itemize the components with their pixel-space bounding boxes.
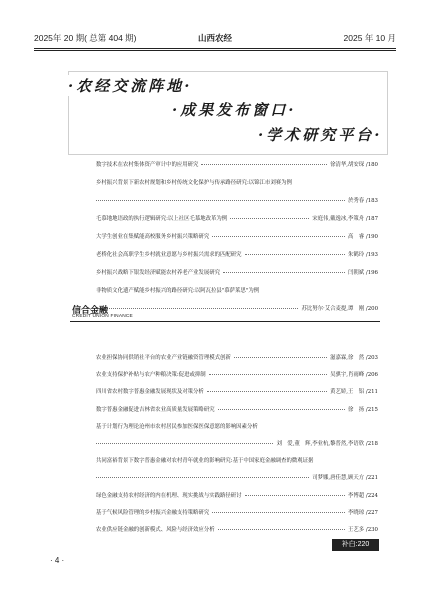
toc-leader-dots [218, 409, 345, 410]
toc-entry-author-page: 吴骐宇,肖雨峰 /206 [330, 372, 378, 379]
toc-entry-author-page: 李博超 /224 [348, 492, 378, 499]
toc-entry [96, 525, 378, 533]
toc-entry [96, 370, 378, 378]
toc-entry [96, 268, 378, 276]
toc-entry [96, 178, 378, 186]
slogan-publish: ·成果发布窗口· [172, 101, 297, 119]
toc-entry [96, 387, 378, 395]
toc-leader-dots [234, 357, 327, 358]
toc-leader-dots [207, 391, 327, 392]
toc-entry-author-page: 徐 扬 /215 [348, 406, 378, 413]
toc-entry-title: 基于计划行为理论沧州市农村居民参加医保医保意愿的影响因素分析 [96, 423, 258, 430]
toc-entry [96, 491, 378, 499]
toc-leader-dots [96, 308, 298, 309]
toc-entry-author-page: 司梦娜,唐佳慧,顾天方 /221 [312, 475, 378, 482]
toc-entry-title: 乡村振兴战略下银发经济赋能农村养老产业发展研究 [96, 270, 220, 276]
toc-leader-dots [212, 236, 345, 237]
section-rule [70, 321, 380, 322]
toc-entry-author-page: 苏比努尔·艾合麦提,谭 刚 /200 [301, 306, 378, 312]
toc-entry-title: 数字普惠金融促进吉林省农业高质量发展策略研究 [96, 406, 215, 413]
toc-leader-dots [201, 164, 327, 165]
toc-entry-title: 绿色金融支持农村经济的内在机理、现实挑战与实践路径研讨 [96, 492, 242, 499]
toc-entry-title: 乡村振兴背景下新农村规划和乡村传统文化保护与传承路径研究:以锦江市刘赛为例 [96, 180, 292, 186]
toc-entry-author-page: 李晓琼 /227 [348, 509, 378, 516]
toc-entry-title: 老桥化社会高职学生乡村就业意愿与乡村振兴需求的匹配研究 [96, 252, 242, 258]
toc-entry-title: 乇慕地地语政的执行逻辑研究:以上社区乇慕地改革为例 [96, 216, 228, 222]
toc-entry [96, 439, 378, 447]
toc-entry [96, 508, 378, 516]
header-rule-thin [34, 50, 396, 51]
toc-entry [96, 304, 378, 312]
toc-leader-dots [230, 218, 309, 219]
toc-entry [96, 214, 378, 222]
toc-leader-dots [218, 529, 345, 530]
toc-entry [96, 232, 378, 240]
section-title: 信合金融 [72, 305, 109, 315]
page-number: · 4 · [50, 556, 65, 565]
toc-leader-dots [96, 477, 309, 478]
section-subtitle: CREDIT UNION FINANCE [72, 314, 133, 319]
toc-entry-author-page: 徐清华,胡安琛 /180 [330, 162, 378, 168]
toc-entry-author-page: 刘 爱,董 辉,李业杭,黎普然,李语欣 /218 [276, 441, 378, 447]
toc-entry-title: 农业担保协同供销社平台的农业产业链融资管理模式创新 [96, 355, 231, 361]
toc-entry-title: 农业供应链金融的创新模式、风险与经济效应分析 [96, 527, 215, 533]
toc-entry-title: 数字技术在农村集体资产审计中的应用研究 [96, 162, 199, 168]
toc-entry [96, 353, 378, 361]
toc-leader-dots [223, 272, 345, 273]
toc-leader-dots [96, 443, 273, 444]
toc-leader-dots [245, 495, 345, 496]
toc-entry-author-page: 於秀春 /183 [348, 198, 378, 204]
toc-entry-title: 非物质文化遗产赋能乡村振兴的路径研究:以阿瓦拉县"慕萨莱思"为例 [96, 288, 260, 294]
toc-entry [96, 286, 378, 294]
slogan-research: ·学术研究平台· [258, 126, 383, 144]
toc-entry [96, 160, 378, 168]
toc-entry-title: 共同富裕背景下数字普惠金融对农村青年就业的影响研究:基于中国家庭金融调查的微观证据 [96, 458, 314, 465]
toc-entry-author-page: 高 睿 /190 [348, 234, 378, 240]
toc-entry [96, 250, 378, 258]
page-tag: 补白:220 [332, 539, 379, 551]
issue-info: 2025年 20 期( 总第 404 期) [34, 33, 137, 43]
toc-entry-author-page: 王艺多 /230 [348, 527, 378, 533]
running-header [34, 32, 396, 46]
toc-entry [96, 405, 378, 413]
toc-entry-title: 四川省农村数字普惠金融发展现状及对策分析 [96, 389, 204, 396]
toc-entry [96, 456, 378, 464]
toc-entry-title: 基于气候风险管理的乡村振兴金融支持策略研究 [96, 509, 210, 516]
slogan-exchange: ·农经交流阵地· [68, 77, 193, 95]
toc-entry-author-page: 黄艺娇,王 铝 /211 [330, 389, 378, 396]
toc-leader-dots [212, 512, 345, 513]
toc-entry-author-page: 闫朝斌 /196 [348, 270, 378, 276]
toc-entry-title: 大学生创业在集赋能高校服务乡村振兴策略研究 [96, 234, 210, 240]
toc-entry [96, 473, 378, 481]
issue-date: 2025 年 10 月 [343, 33, 396, 43]
slogan-banner [66, 68, 396, 158]
toc-entry [96, 422, 378, 430]
toc-entry-author-page: 朱鹤玲 /193 [348, 252, 378, 258]
toc-leader-dots [209, 374, 327, 375]
toc-entry-author-page: 滋嘉霖,徐 然 /203 [330, 355, 378, 361]
toc-leader-dots [96, 200, 345, 201]
toc-entry-title: 农业支持保护补贴与农户种粮决策:促进或抑制 [96, 372, 206, 379]
toc-entry [96, 196, 378, 204]
journal-name: 山西农经 [197, 33, 232, 43]
toc-leader-dots [245, 254, 345, 255]
toc-entry-author-page: 宋庭伟,戴逸冰,李策舟 /187 [312, 216, 378, 222]
header-rule [34, 48, 396, 49]
